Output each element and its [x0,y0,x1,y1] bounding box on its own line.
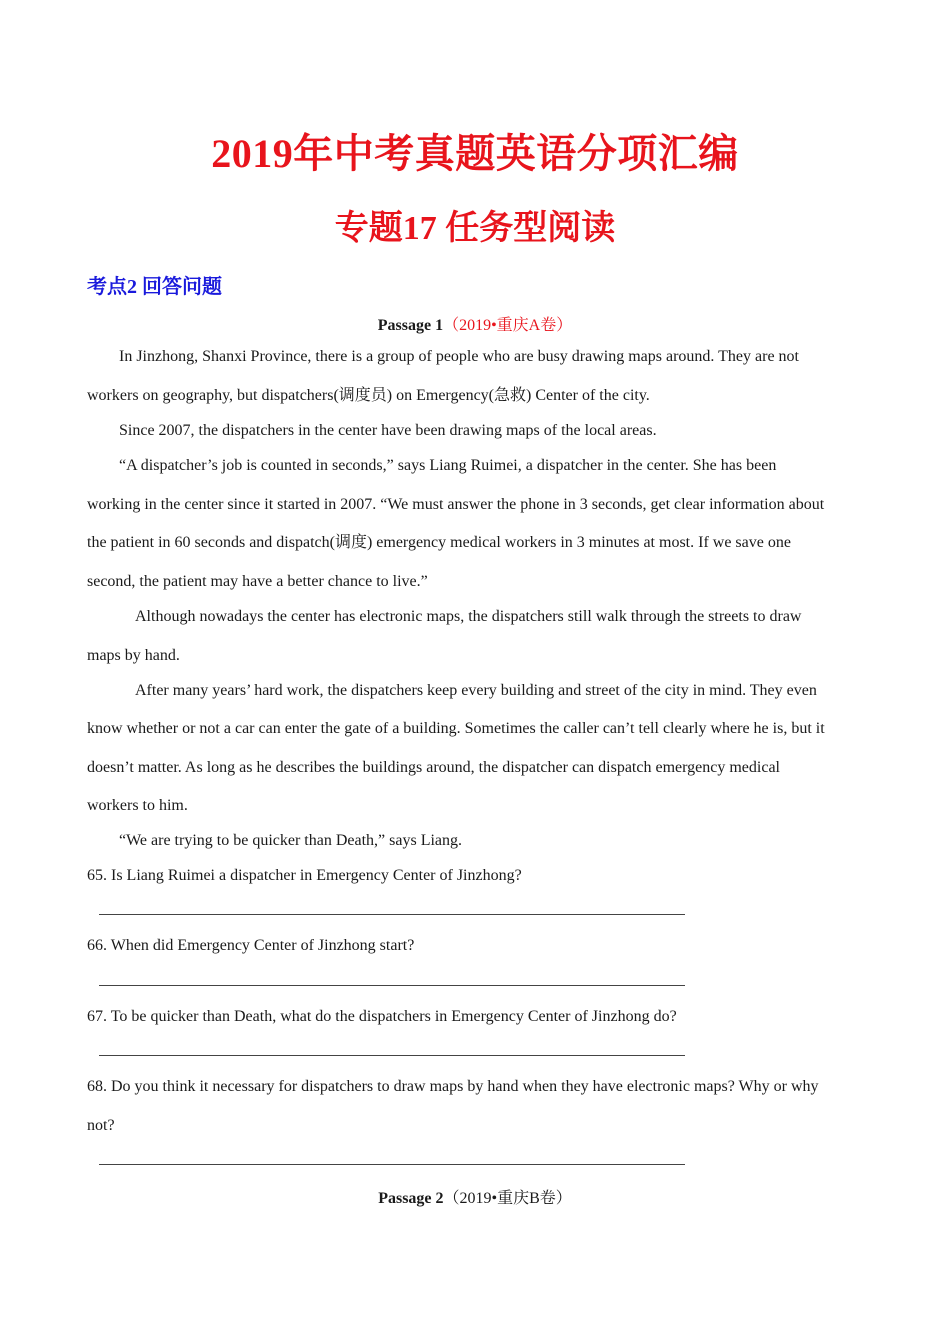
question-65: 65. Is Liang Ruimei a dispatcher in Emergency Center of Jinzhong? [87,867,522,884]
answer-line-66[interactable] [99,985,685,986]
answer-line-68[interactable] [99,1164,685,1165]
passage-line: doesn’t matter. As long as he describes the buildings around, the dispatcher can dispatch emergency medical [87,759,780,776]
passage-2-heading [0,1185,950,1208]
passage-line: workers to him. [87,797,188,814]
question-66: 66. When did Emergency Center of Jinzhong start? [87,937,415,954]
section-heading: 考点2 回答问题 [87,276,222,298]
question-67: 67. To be quicker than Death, what do the dispatchers in Emergency Center of Jinzhong do? [87,1008,677,1025]
passage-line: In Jinzhong, Shanxi Province, there is a group of people who are busy drawing maps around. They are not [119,348,799,365]
passage-line: Although nowadays the center has electronic maps, the dispatchers still walk through the streets to draw [135,608,802,625]
passage-line: “A dispatcher’s job is counted in seconds,” says Liang Ruimei, a dispatcher in the center. She has been [119,457,777,474]
passage-line: “We are trying to be quicker than Death,” says Liang. [119,832,463,849]
passage-line: maps by hand. [87,647,180,664]
passage-2-label: Passage 2 [378,1190,444,1207]
passage-1-heading [0,312,950,335]
question-68-continued: not? [87,1117,115,1134]
document-title: 2019年中考真题英语分项汇编 [211,131,739,176]
answer-line-67[interactable] [99,1055,685,1056]
passage-line: workers on geography, but dispatchers(调度员) on Emergency(急救) Center of the city. [87,387,650,404]
document-subtitle: 专题17 任务型阅读 [334,210,616,247]
passage-line: the patient in 60 seconds and dispatch(调度) emergency medical workers in 3 minutes at most. If we save one [87,534,791,551]
passage-line: second, the patient may have a better chance to live.” [87,573,428,590]
passage-line: working in the center since it started in 2007. “We must answer the phone in 3 seconds, get clear information about [87,496,825,513]
passage-line: Since 2007, the dispatchers in the center have been drawing maps of the local areas. [119,422,657,439]
passage-2-source: （2019•重庆B卷） [443,1190,572,1207]
passage-line: know whether or not a car can enter the gate of a building. Sometimes the caller can’t tell clearly where he is, but it [87,720,825,737]
passage-line: After many years’ hard work, the dispatchers keep every building and street of the city in mind. They even [135,682,817,699]
passage-1-source: （2019•重庆A卷） [443,317,573,334]
passage-1-label: Passage 1 [377,317,444,334]
question-68: 68. Do you think it necessary for dispatchers to draw maps by hand when they have electronic maps? Why or why [87,1078,819,1095]
answer-line-65[interactable] [99,914,685,915]
